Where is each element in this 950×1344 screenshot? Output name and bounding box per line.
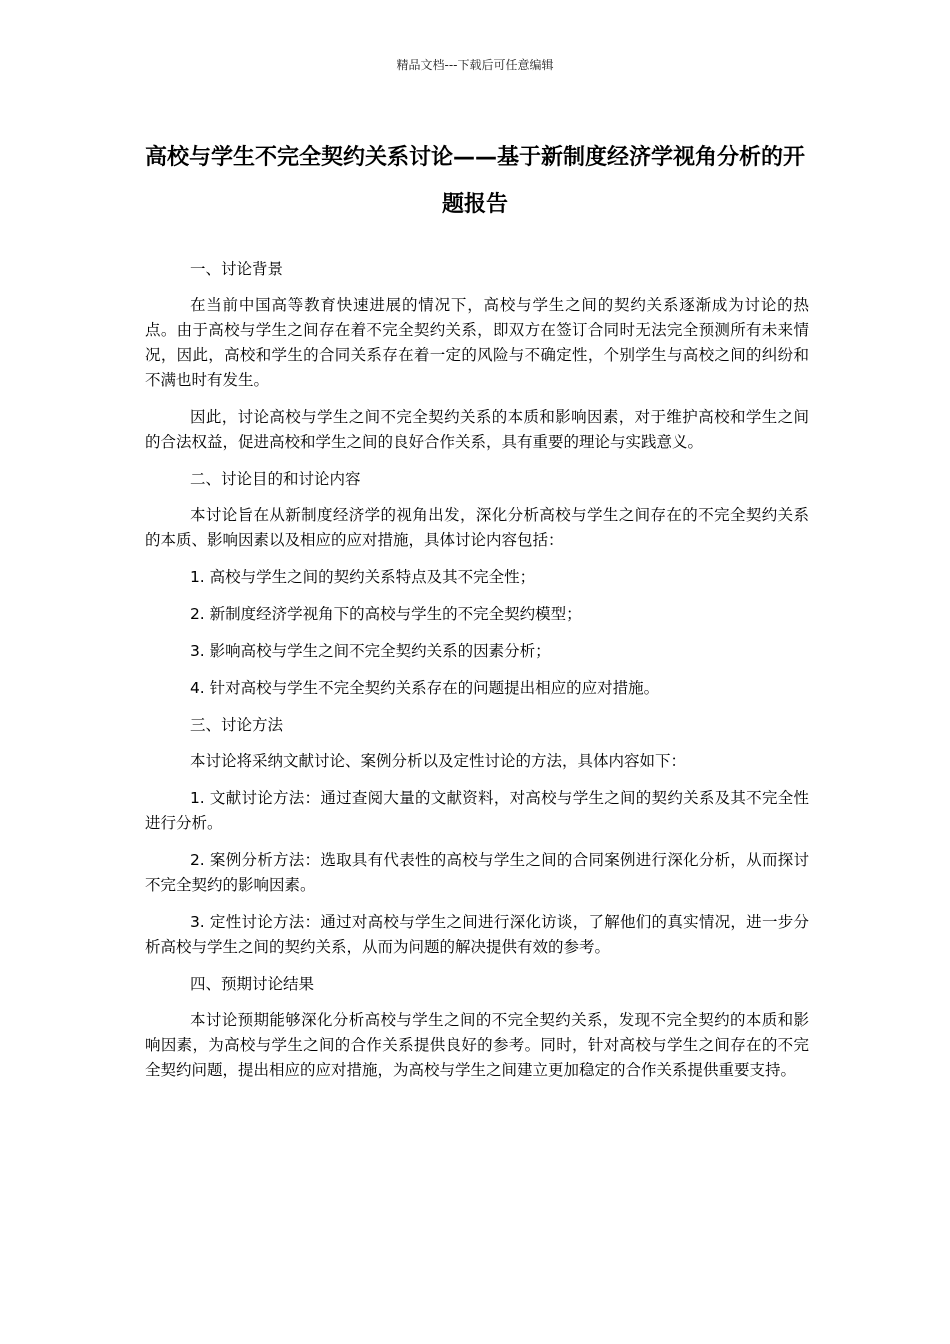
paragraph: 本讨论将采纳文献讨论、案例分析以及定性讨论的方法，具体内容如下：: [189, 752, 686, 770]
list-item: 3. 影响高校与学生之间不完全契约关系的因素分析；: [189, 642, 551, 660]
paragraph: 本讨论旨在从新制度经济学的视角出发，深化分析高校与学生之间存在的不完全契约关系的本质、影响因素以及相应的应对措施，具体讨论内容包括：: [145, 506, 809, 549]
list-item: 3. 定性讨论方法：通过对高校与学生之间进行深化访谈，了解他们的真实情况，进一步分析高校与学生之间的契约关系，从而为问题的解决提供有效的参考。: [145, 913, 809, 956]
list-item: 1. 高校与学生之间的契约关系特点及其不完全性；: [189, 568, 536, 586]
paragraph: 因此，讨论高校与学生之间不完全契约关系的本质和影响因素，对于维护高校和学生之间的合法权益，促进高校和学生之间的良好合作关系，具有重要的理论与实践意义。: [145, 408, 809, 451]
list-item: 4. 针对高校与学生不完全契约关系存在的问题提出相应的应对措施。: [189, 679, 660, 697]
list-item: 1. 文献讨论方法：通过查阅大量的文献资料，对高校与学生之间的契约关系及其不完全性进行分析。: [145, 789, 809, 832]
document-title: 高校与学生不完全契约关系讨论——基于新制度经济学视角分析的开题报告: [145, 145, 806, 217]
section-heading-results: 四、预期讨论结果: [189, 975, 314, 993]
paragraph: 本讨论预期能够深化分析高校与学生之间的不完全契约关系，发现不完全契约的本质和影响因素，为高校与学生之间的合作关系提供良好的参考。同时，针对高校与学生之间存在的不完全契约问题，提出相应的应对措施，为高校与学生之间建立更加稳定的合作关系提供重要支持。: [145, 1011, 809, 1079]
paragraph: 在当前中国高等教育快速进展的情况下，高校与学生之间的契约关系逐渐成为讨论的热点。由于高校与学生之间存在着不完全契约关系，即双方在签订合同时无法完全预测所有未来情况，因此，高校和学生的合同关系存在着一定的风险与不确定性，个别学生与高校之间的纠纷和不满也时有发生。: [145, 296, 809, 389]
header-note: 精品文档---下载后可任意编辑: [396, 58, 554, 72]
list-item: 2. 案例分析方法：选取具有代表性的高校与学生之间的合同案例进行深化分析，从而探讨不完全契约的影响因素。: [145, 851, 809, 894]
section-heading-method: 三、讨论方法: [189, 716, 283, 734]
section-heading-purpose: 二、讨论目的和讨论内容: [189, 470, 361, 488]
list-item: 2. 新制度经济学视角下的高校与学生的不完全契约模型；: [189, 605, 582, 623]
document-body: [145, 257, 809, 1095]
section-heading-background: 一、讨论背景: [189, 260, 283, 278]
